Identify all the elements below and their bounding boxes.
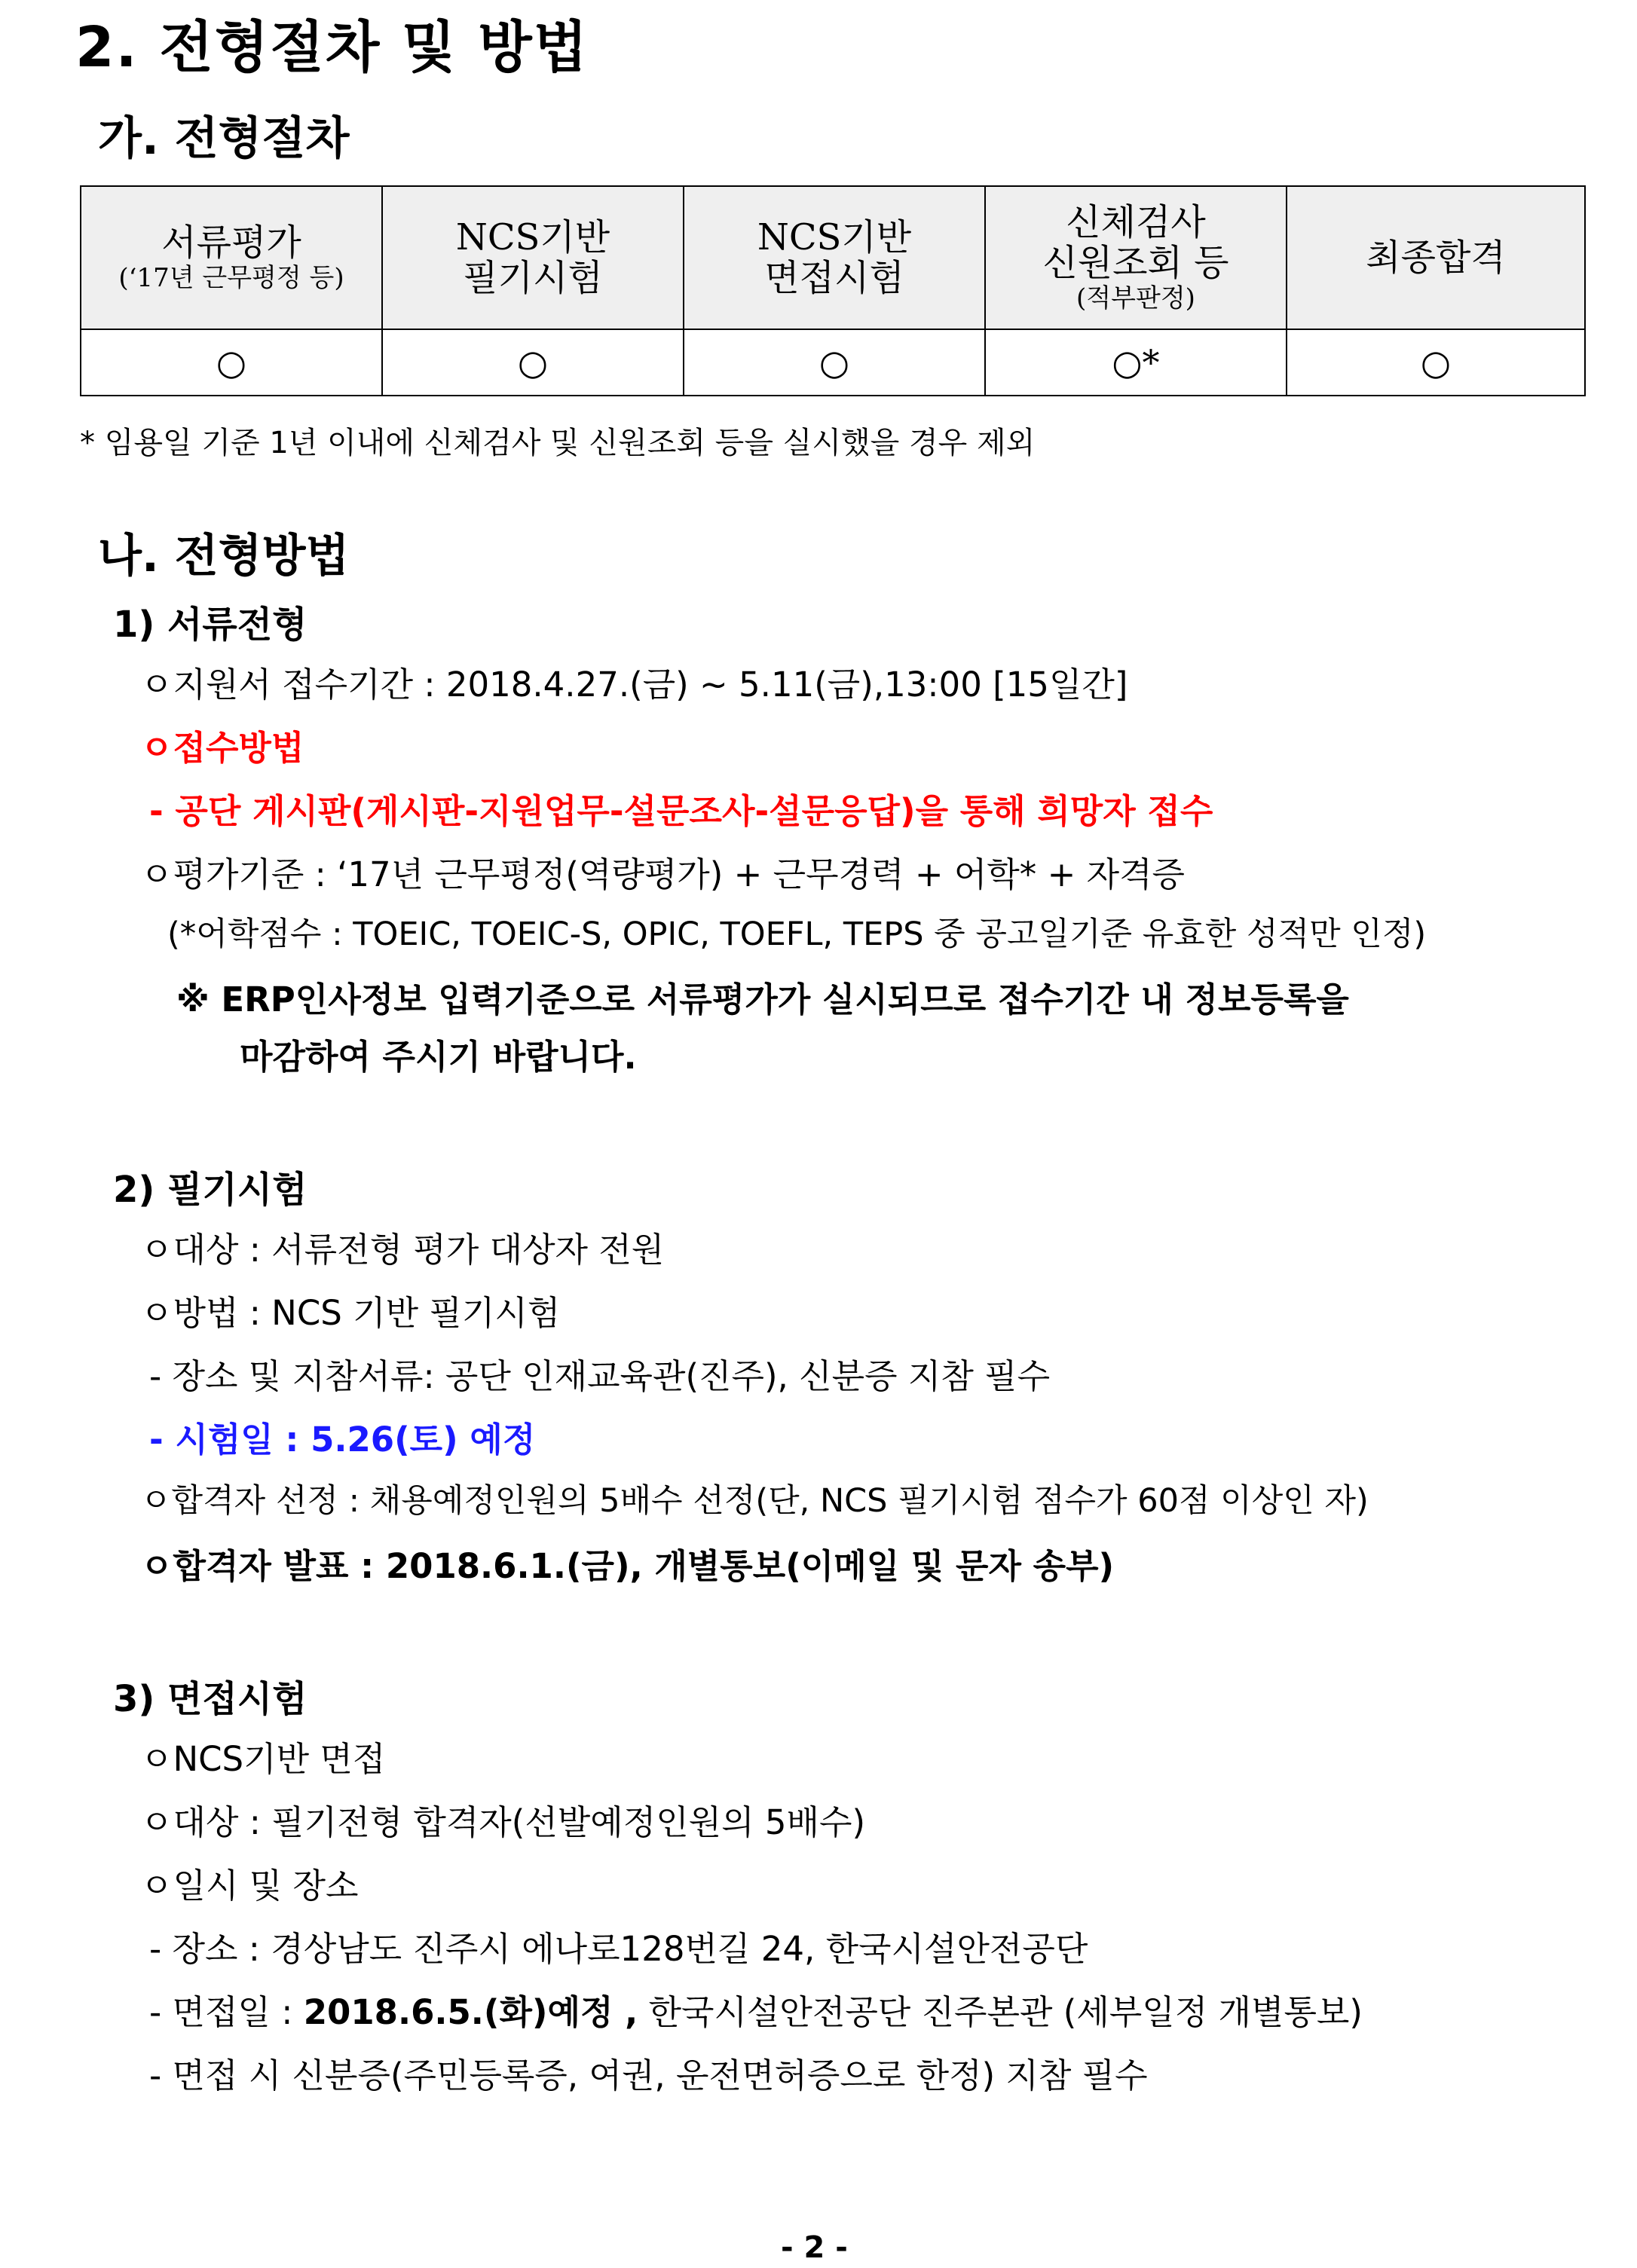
written-target: ㅇ대상 : 서류전형 평가 대상자 전원 [140, 1230, 665, 1270]
written-exam-date: - 시험일 : 5.26(토) 예정 [149, 1420, 536, 1460]
header-final-label: 최종합격 [1366, 237, 1506, 279]
mark-cell: ○ [382, 329, 684, 396]
erp-notice-line1: ※ ERP인사정보 입력기준으로 서류평가가 실시되므로 접수기간 내 정보등록을 [176, 980, 1349, 1019]
header-written-line1: NCS기반 [455, 216, 610, 258]
header-medical-line1: 신체검사 [1066, 201, 1206, 243]
section-na-title: 나. 전형방법 [98, 530, 350, 582]
section-ga-title: 가. 전형절차 [98, 112, 350, 165]
page-heading: 2. 전형절차 및 방법 [75, 15, 589, 80]
written-method: ㅇ방법 : NCS 기반 필기시험 [140, 1293, 561, 1333]
written-exam-title: 2) 필기시험 [113, 1169, 308, 1211]
doc-criteria: ㅇ평가기준 : ‘17년 근무평정(역량평가) + 근무경력 + 어학* + 자격증 [140, 854, 1186, 894]
header-medical-sub: (적부판정) [1076, 283, 1195, 313]
doc-method-label: ㅇ접수방법 [140, 728, 304, 768]
mark-cell: ○* [985, 329, 1287, 396]
written-selection: ㅇ합격자 선정 : 채용예정인원의 5배수 선정(단, NCS 필기시험 점수가 60점 이상인 자) [140, 1482, 1369, 1520]
header-medical-line2: 신원조회 등 [1042, 242, 1229, 284]
header-written-line2: 필기시험 [463, 257, 603, 299]
interview-type: ㅇNCS기반 면접 [140, 1739, 386, 1779]
interview-date-line [149, 1985, 1363, 2034]
header-cell-final [1287, 186, 1585, 329]
interview-datetime-place: ㅇ일시 및 장소 [140, 1866, 359, 1906]
interview-date-bold: 2018.6.5.(화)예정 , [303, 1992, 638, 2032]
header-document-sub: (‘17년 근무평정 등) [118, 263, 344, 293]
written-announcement: ㅇ합격자 발표 : 2018.6.1.(금), 개별통보(이메일 및 문자 송부) [140, 1546, 1115, 1586]
interview-id-note: - 면접 시 신분증(주민등록증, 여권, 운전면허증으로 한정) 지참 필수 [149, 2056, 1148, 2095]
header-cell-written [382, 186, 684, 329]
page-number: - 2 - [781, 2230, 848, 2265]
interview-target: ㅇ대상 : 필기전형 합격자(선발예정인원의 5배수) [140, 1802, 866, 1842]
interview-title: 3) 면접시험 [113, 1678, 308, 1720]
procedure-header-row [81, 186, 1585, 329]
mark-cell: ○ [684, 329, 985, 396]
doc-method-detail: - 공단 게시판(게시판-지원업무-설문조사-설문응답)을 통해 희망자 접수 [149, 791, 1213, 831]
procedure-mark-row [81, 329, 1585, 396]
written-place: - 장소 및 지참서류: 공단 인재교육관(진주), 신분증 지참 필수 [149, 1356, 1051, 1396]
mark-cell: ○ [1287, 329, 1585, 396]
doc-period: ㅇ지원서 접수기간 : 2018.4.27.(금) ~ 5.11(금),13:00 [15일간] [140, 665, 1128, 705]
header-cell-interview [684, 186, 985, 329]
table-footnote: * 임용일 기준 1년 이내에 신체검사 및 신원조회 등을 실시했을 경우 제외 [80, 426, 1036, 460]
header-interview-line2: 면접시험 [764, 257, 904, 299]
header-interview-line1: NCS기반 [757, 216, 912, 258]
doc-screening-title: 1) 서류전형 [113, 604, 308, 646]
header-cell-document [81, 186, 382, 329]
header-cell-medical [985, 186, 1287, 329]
header-document-label: 서류평가 [161, 222, 301, 264]
erp-notice-line2: 마감하여 주시기 바랍니다. [240, 1037, 637, 1077]
mark-cell: ○ [81, 329, 382, 396]
doc-language-note: (*어학점수 : TOEIC, TOEIC-S, OPIC, TOEFL, TEPS 중 공고일기준 유효한 성적만 인정) [167, 915, 1427, 953]
interview-date-suffix: 한국시설안전공단 진주본관 (세부일정 개별통보) [638, 1992, 1363, 2032]
interview-place: - 장소 : 경상남도 진주시 에나로128번길 24, 한국시설안전공단 [149, 1929, 1088, 1969]
procedure-table [80, 185, 1586, 396]
interview-date-prefix: - 면접일 : [149, 1992, 304, 2032]
